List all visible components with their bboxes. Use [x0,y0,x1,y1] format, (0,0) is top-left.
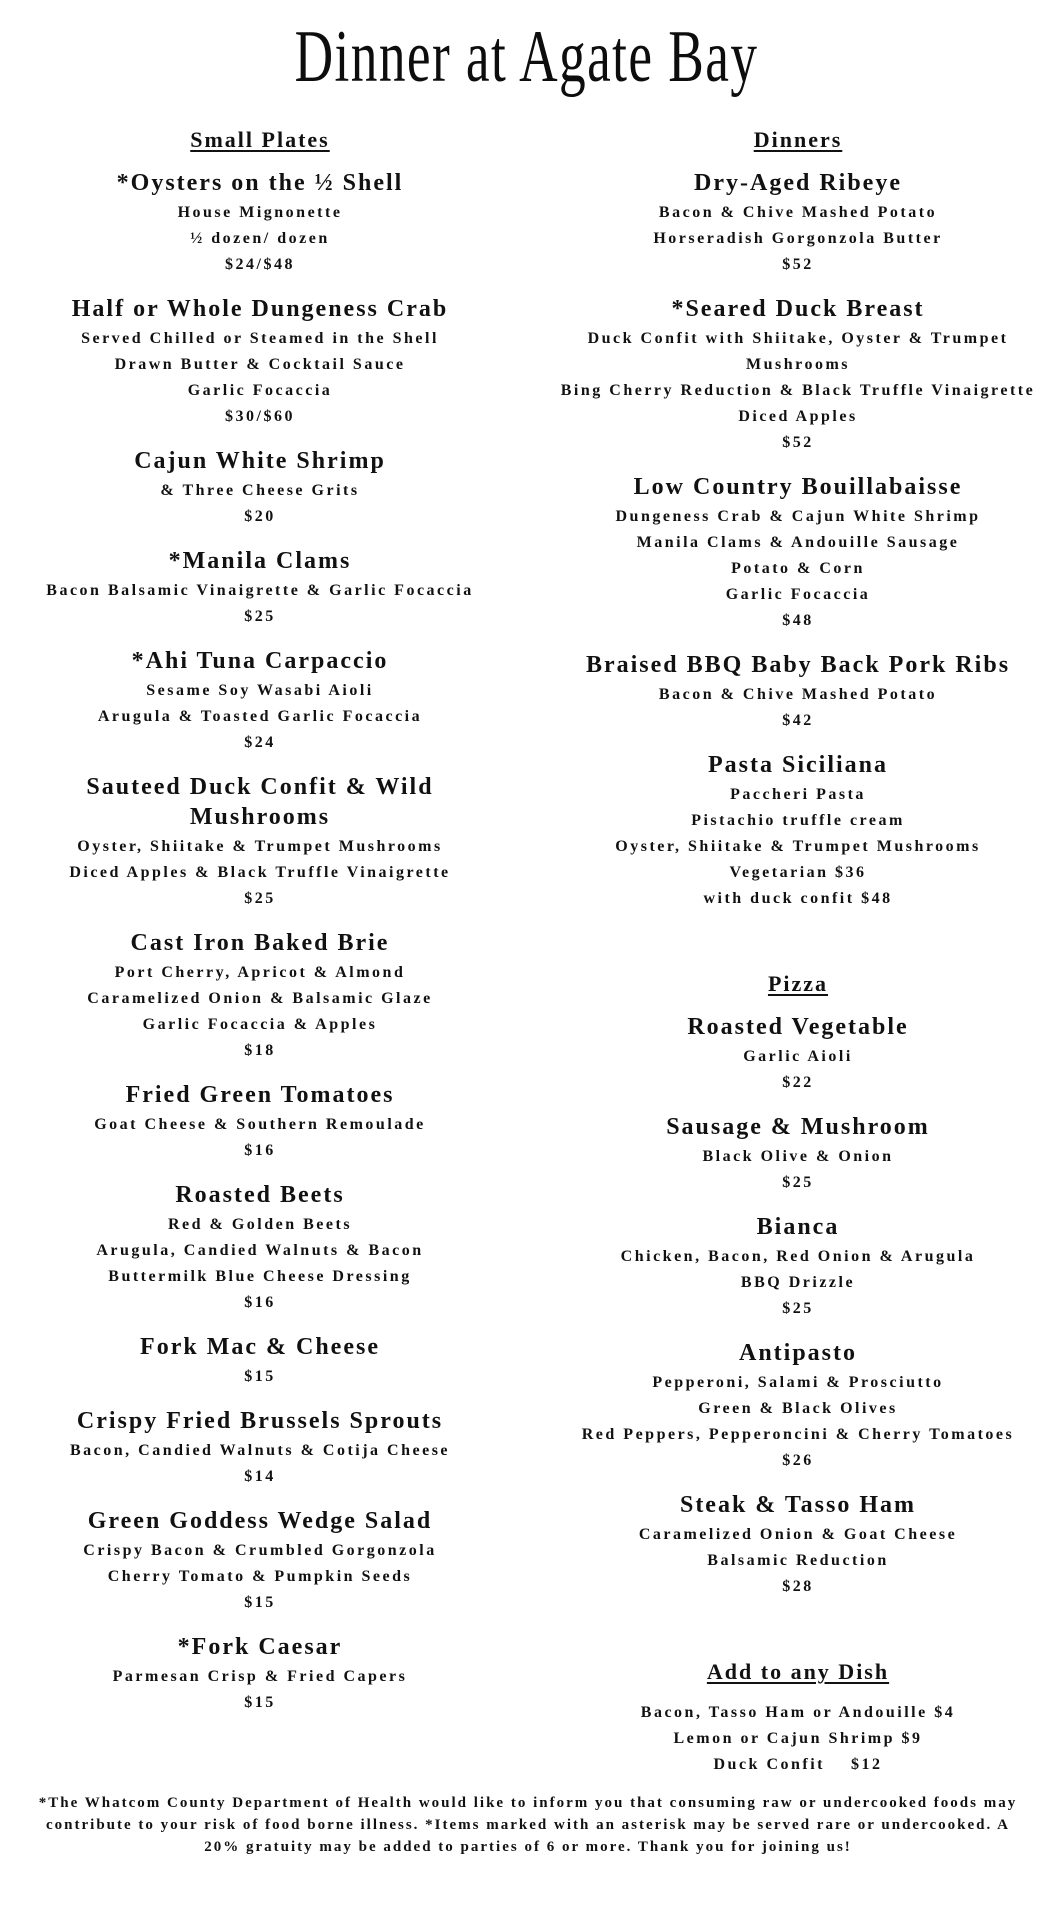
menu-item [20,646,500,756]
menu-item-detail: House Mignonette [177,204,343,221]
menu-item-detail: Black Olive & Onion [702,1148,894,1165]
menu-item-detail: $15 [244,1694,276,1711]
menu-item-detail: $16 [244,1294,276,1311]
menu-item-detail: $26 [782,1452,814,1469]
menu-item [20,1632,500,1716]
menu-item-detail: Pistachio truffle cream [691,812,905,829]
menu-item-name: Dry-Aged Ribeye [694,170,902,196]
pizza-list [548,1012,1048,1600]
menu-item-name: Antipasto [738,1340,858,1366]
menu-item-name: Half or Whole Dungeness Crab [71,296,449,322]
menu-item-name: *Ahi Tuna Carpaccio [131,648,389,674]
menu-item-detail: Served Chilled or Steamed in the Shell [81,330,439,347]
menu-item-detail: Arugula, Candied Walnuts & Bacon [96,1242,424,1259]
menu-item-detail: $28 [782,1578,814,1595]
menu-item-detail: Garlic Focaccia [725,586,871,603]
menu-item-detail: $24 [244,734,276,751]
menu-item-detail: $16 [244,1142,276,1159]
menu-item-detail: Balsamic Reduction [707,1552,889,1569]
menu-item-detail: with duck confit $48 [703,890,893,907]
menu-item [20,1180,500,1316]
menu-item-detail: Cherry Tomato & Pumpkin Seeds [107,1568,413,1585]
menu-item-detail: Bing Cherry Reduction & Black Truffle Vinaigrette [560,382,1036,399]
menu-item [548,1338,1048,1474]
menu-item-detail: Chicken, Bacon, Red Onion & Arugula [620,1248,976,1265]
menu-item-detail: ½ dozen/ dozen [190,230,330,247]
menu-item [548,1490,1048,1600]
menu-item-detail: Parmesan Crisp & Fried Capers [112,1668,408,1685]
menu-item-name: *Seared Duck Breast [671,296,925,322]
menu-item-detail: Crispy Bacon & Crumbled Gorgonzola [83,1542,437,1559]
menu-item-name: Cast Iron Baked Brie [130,930,390,956]
menu-item-name: Steak & Tasso Ham [679,1492,917,1518]
menu-item-detail: $52 [782,434,814,451]
menu-item [548,1212,1048,1322]
menu-item-detail: Bacon, Candied Walnuts & Cotija Cheese [69,1442,451,1459]
menu-item [20,1332,500,1390]
menu-item-detail: Bacon Balsamic Vinaigrette & Garlic Focaccia [46,582,474,599]
menu-item-detail: Goat Cheese & Southern Remoulade [94,1116,426,1133]
menu-item-detail: $25 [244,608,276,625]
dinners-column [548,126,1048,1778]
menu-item [20,168,500,278]
dinners-list [548,168,1048,912]
menu-item-name: Roasted Vegetable [687,1014,909,1040]
menu-item [548,750,1048,912]
menu-item-name: Fried Green Tomatoes [125,1082,395,1108]
menu-title: Dinner at Agate Bay [294,16,759,98]
menu-item-name: Green Goddess Wedge Salad [87,1508,433,1534]
menu-item-detail: $52 [782,256,814,273]
menu-item-detail: $22 [782,1074,814,1091]
menu-item-detail: Buttermilk Blue Cheese Dressing [108,1268,412,1285]
menu-item [548,472,1048,634]
menu-item [548,294,1048,456]
menu-item-detail: $20 [244,508,276,525]
menu-item-detail: Horseradish Gorgonzola Butter [653,230,943,247]
menu-item-detail: BBQ Drizzle [740,1274,856,1291]
menu-item-detail: $48 [782,612,814,629]
menu-item-detail: $25 [782,1300,814,1317]
menu-item-detail: Dungeness Crab & Cajun White Shrimp [615,508,981,525]
menu-item-detail: Pepperoni, Salami & Prosciutto [652,1374,944,1391]
menu-item [20,772,500,912]
menu-item-detail: Diced Apples [738,408,858,425]
menu-item [20,546,500,630]
menu-item-detail: $42 [782,712,814,729]
menu-item-detail: Diced Apples & Black Truffle Vinaigrette [69,864,451,881]
menu-item-detail: Garlic Focaccia [187,382,333,399]
section-spacer [548,1616,1048,1658]
menu-item-name: Pasta Siciliana [707,752,888,778]
menu-item-name: *Oysters on the ½ Shell [116,170,404,196]
menu-item-detail: Red & Golden Beets [167,1216,353,1233]
menu-item-detail: Garlic Aioli [743,1048,853,1065]
menu-item-detail: Duck Confit with Shiitake, Oyster & Trumpet Mushrooms [587,330,1009,373]
menu-item-detail: Potato & Corn [731,560,865,577]
menu-item-detail: Oyster, Shiitake & Trumpet Mushrooms [615,838,981,855]
menu-item [20,1506,500,1616]
menu-item-detail: Sesame Soy Wasabi Aioli [146,682,374,699]
menu-item [548,1012,1048,1096]
small-plates-list [20,168,500,1716]
menu-item [20,928,500,1064]
dinners-heading: Dinners [753,127,843,152]
small-plates-heading: Small Plates [190,127,330,152]
menu-item-detail: $18 [244,1042,276,1059]
menu-item-detail: $15 [244,1594,276,1611]
menu-item-detail: Bacon & Chive Mashed Potato [658,686,938,703]
menu-item [20,294,500,430]
menu-item-name: Roasted Beets [175,1182,345,1208]
menu-item-detail: Oyster, Shiitake & Trumpet Mushrooms [77,838,443,855]
menu-item-detail: $15 [244,1368,276,1385]
menu-item-name: Bianca [756,1214,840,1240]
menu-item-detail: Port Cherry, Apricot & Almond [114,964,406,981]
section-spacer [548,928,1048,970]
health-disclaimer: *The Whatcom County Department of Health would like to inform you that consuming raw or undercooked foods may contribute to your risk of food borne illness. *Items marked with an asterisk may be served rare or undercooked. A 20% gratuity may be added to parties of 6 or more. Thank you for joining us! [38,1795,1018,1855]
add-ons-heading: Add to any Dish [706,1659,890,1684]
menu-item-detail: Manila Clams & Andouille Sausage [636,534,960,551]
add-on-line: Bacon, Tasso Ham or Andouille $4 [640,1704,956,1721]
menu-item-name: Sausage & Mushroom [666,1114,930,1140]
add-on-line: Lemon or Cajun Shrimp $9 [673,1730,923,1747]
menu-item [20,1406,500,1490]
menu-item-name: Braised BBQ Baby Back Pork Ribs [585,652,1011,678]
menu-item-detail: Caramelized Onion & Goat Cheese [638,1526,958,1543]
menu-item-detail: Caramelized Onion & Balsamic Glaze [87,990,433,1007]
add-on-line: Duck Confit $12 [713,1756,883,1773]
menu-item [548,168,1048,278]
menu-item-name: Cajun White Shrimp [134,448,386,474]
menu-item-name: Low Country Bouillabaisse [633,474,963,500]
menu-item-detail: Paccheri Pasta [730,786,866,803]
menu-item-name: Fork Mac & Cheese [140,1334,380,1360]
menu-item-detail: $14 [244,1468,276,1485]
menu-item-detail: & Three Cheese Grits [160,482,360,499]
menu-item-detail: Green & Black Olives [698,1400,898,1417]
menu-item-detail: Bacon & Chive Mashed Potato [658,204,938,221]
pizza-heading: Pizza [767,971,829,996]
menu-item-detail: $30/$60 [225,408,295,425]
menu-item-name: *Manila Clams [168,548,352,574]
menu-item-detail: Drawn Butter & Cocktail Sauce [114,356,406,373]
menu-item-detail: $24/$48 [225,256,295,273]
menu-item-detail: Vegetarian $36 [729,864,867,881]
menu-item-detail: $25 [244,890,276,907]
menu-item-name: Crispy Fried Brussels Sprouts [76,1408,444,1434]
menu-item [20,446,500,530]
add-ons-list [548,1700,1048,1778]
menu-item-detail: Garlic Focaccia & Apples [142,1016,378,1033]
menu-item-detail: Arugula & Toasted Garlic Focaccia [97,708,423,725]
menu-item-detail: $25 [782,1174,814,1191]
menu-item [20,1080,500,1164]
menu-item [548,1112,1048,1196]
small-plates-column [20,126,500,1732]
menu-item-name: *Fork Caesar [177,1634,343,1660]
menu-item [548,650,1048,734]
menu-item-detail: Red Peppers, Pepperoncini & Cherry Tomatoes [581,1426,1015,1443]
menu-item-name: Sauteed Duck Confit & Wild Mushrooms [86,774,434,830]
